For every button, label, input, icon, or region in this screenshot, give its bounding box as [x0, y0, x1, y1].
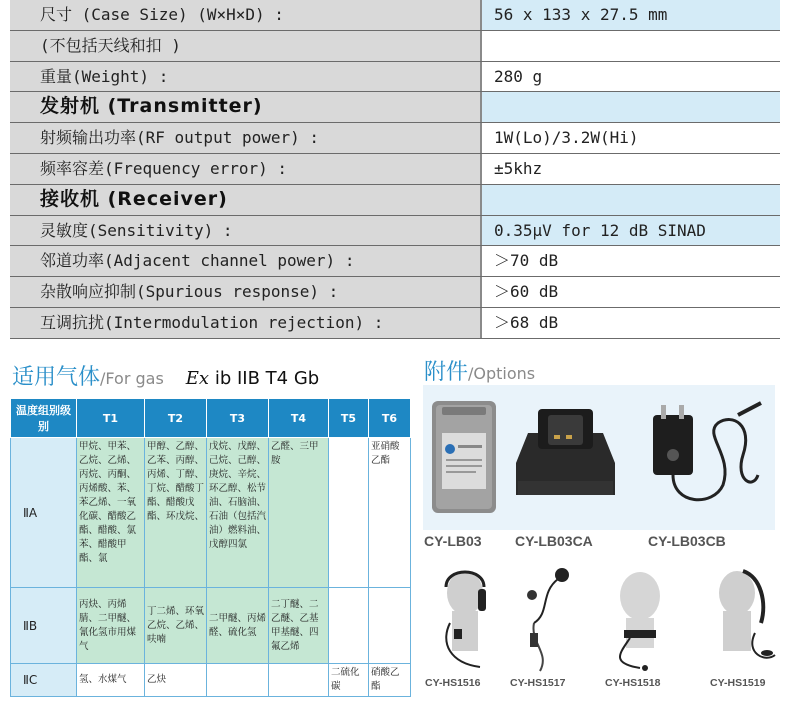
spec-value: ＞70 dB: [480, 246, 780, 276]
spec-label: 频率容差(Frequency error) :: [10, 154, 480, 184]
gas-header-cell: T4: [269, 399, 329, 438]
spec-row: [10, 92, 780, 123]
caption-cy-hs1517: CY-HS1517: [510, 677, 566, 689]
gas-cell: 乙醛、三甲胺: [269, 438, 329, 588]
battery-pack-image: [428, 397, 500, 517]
gas-cell: 丙炔、丙烯腈、二甲醚、氰化氢市用煤气: [77, 588, 145, 664]
caption-cy-lb03cb: CY-LB03CB: [648, 533, 726, 549]
gas-header-cell: T3: [207, 399, 269, 438]
gas-header-cell: T6: [369, 399, 411, 438]
gas-cell: 戊烷、戊醇、己烷、己醇、庚烷、辛烷、环乙醇、松节油、石脑油、石油（包括汽油）燃料油、戊醇四氯: [207, 438, 269, 588]
spec-value: 56 x 133 x 27.5 mm: [480, 0, 780, 30]
gas-cell: 二甲醚、丙烯醛、硫化氢: [207, 588, 269, 664]
spec-value: [480, 31, 780, 61]
gas-header-cell: T2: [145, 399, 207, 438]
caption-cy-hs1516: CY-HS1516: [425, 677, 481, 689]
spec-row: [10, 246, 780, 277]
gas-row-iia: [11, 438, 411, 588]
gas-header-cell: 温度组别级别: [11, 399, 77, 438]
spec-row: [10, 0, 780, 31]
spec-row: [10, 31, 780, 62]
spec-value: ＞60 dB: [480, 277, 780, 307]
gas-group-label: ⅡA: [11, 438, 77, 588]
gas-row-iic: [11, 664, 411, 697]
spec-value: 1W(Lo)/3.2W(Hi): [480, 123, 780, 153]
gas-row-iib: [11, 588, 411, 664]
gas-title-zh: 适用气体: [12, 365, 101, 390]
gas-group-table: [10, 398, 411, 697]
gas-cell: 氢、水煤气: [77, 664, 145, 697]
spec-value: ±5khz: [480, 154, 780, 184]
spec-row: [10, 216, 780, 247]
spec-row: [10, 62, 780, 93]
spec-label: 灵敏度(Sensitivity) :: [10, 216, 480, 246]
spec-value: [480, 92, 780, 122]
gas-header-cell: T5: [329, 399, 369, 438]
options-section-title: [424, 355, 535, 386]
gas-group-label: ⅡB: [11, 588, 77, 664]
spec-row: [10, 185, 780, 216]
options-product-panel: [423, 385, 775, 530]
gas-cell: 亚硝酸乙酯: [369, 438, 411, 588]
gas-cell: 乙炔: [145, 664, 207, 697]
spec-label: 邻道功率(Adjacent channel power) :: [10, 246, 480, 276]
gas-cell: 丁二烯、环氧乙烷、乙烯、呋喃: [145, 588, 207, 664]
headset-cy-hs1519-image: [705, 563, 780, 673]
gas-cell: 二丁醚、二乙醚、乙基甲基醚、四氟乙烯: [269, 588, 329, 664]
ex-marking: [186, 368, 319, 389]
gas-cell: 甲烷、甲苯、乙烷、乙烯、丙烷、丙酮、丙烯酸、苯、苯乙烯、一氧化碳、醋酸乙酯、醋酸、氯苯、醋酸甲酯、氯: [77, 438, 145, 588]
spec-section-heading: 发射机 (Transmitter): [10, 92, 480, 122]
spec-row: [10, 308, 780, 339]
spec-row: [10, 123, 780, 154]
headset-cy-hs1517-image: [520, 563, 570, 673]
charger-image: [508, 403, 623, 503]
ex-italic: Ex: [185, 368, 210, 389]
gas-cell: [207, 664, 269, 697]
spec-table: [10, 0, 780, 339]
ex-rest: ib IIB T4 Gb: [209, 368, 320, 389]
gas-group-label: ⅡC: [11, 664, 77, 697]
power-adapter-image: [643, 395, 768, 513]
spec-value: 280 g: [480, 62, 780, 92]
spec-label: 重量(Weight) :: [10, 62, 480, 92]
gas-cell: [369, 588, 411, 664]
gas-title-en: /For gas: [100, 369, 164, 388]
caption-cy-hs1519: CY-HS1519: [710, 677, 766, 689]
spec-value: ＞68 dB: [480, 308, 780, 338]
gas-cell: 硝酸乙酯: [369, 664, 411, 697]
gas-cell: 甲醇、乙醇、乙苯、丙醇、丙烯、丁醇、丁烷、醋酸丁酯、醋酸戊酯、环戊烷、: [145, 438, 207, 588]
options-title-zh: 附件: [424, 360, 469, 385]
spec-value: 0.35μV for 12 dB SINAD: [480, 216, 780, 246]
spec-label: 射频输出功率(RF output power) :: [10, 123, 480, 153]
headset-cy-hs1518-image: [600, 568, 680, 673]
gas-cell: [269, 664, 329, 697]
spec-label: 互调抗扰(Intermodulation rejection) :: [10, 308, 480, 338]
spec-value: [480, 185, 780, 215]
headset-cy-hs1516-image: [430, 563, 500, 673]
caption-cy-lb03ca: CY-LB03CA: [515, 533, 593, 549]
spec-row: [10, 277, 780, 308]
gas-cell: [329, 588, 369, 664]
spec-label: 杂散响应抑制(Spurious response) :: [10, 277, 480, 307]
spec-section-heading: 接收机 (Receiver): [10, 185, 480, 215]
gas-cell: [329, 438, 369, 588]
gas-cell: 二硫化碳: [329, 664, 369, 697]
spec-label: (不包括天线和扣 ): [10, 31, 480, 61]
spec-row: [10, 154, 780, 185]
caption-cy-lb03: CY-LB03: [424, 533, 482, 549]
gas-table-header-row: [11, 399, 411, 438]
spec-label: 尺寸 (Case Size) (W×H×D) :: [10, 0, 480, 30]
options-title-en: /Options: [468, 364, 536, 383]
gas-section-title: [12, 360, 319, 390]
gas-header-cell: T1: [77, 399, 145, 438]
caption-cy-hs1518: CY-HS1518: [605, 677, 661, 689]
